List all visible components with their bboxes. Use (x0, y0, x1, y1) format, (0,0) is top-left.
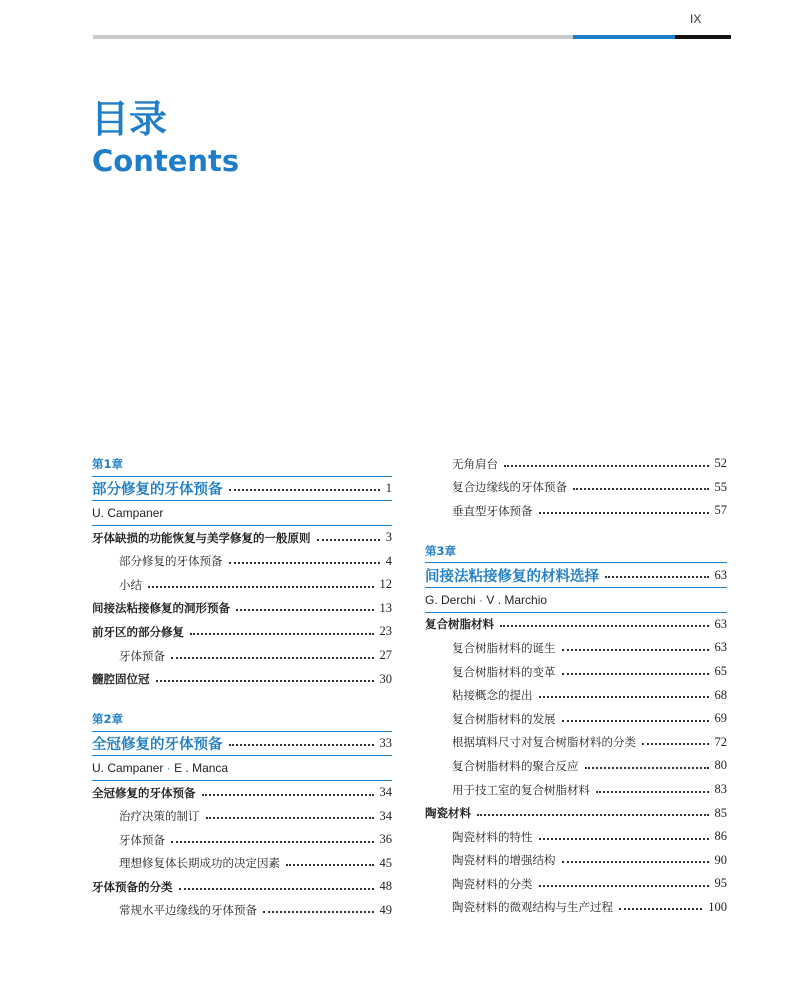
toc-entry-title: 陶瓷材料的微观结构与生产过程 (452, 900, 613, 915)
toc-entry-page: 90 (714, 852, 727, 867)
toc-entry[interactable] (425, 613, 727, 637)
dot-leader (642, 743, 709, 745)
dot-leader (171, 841, 374, 843)
toc-entry-page: 49 (379, 902, 392, 917)
chapter-3-title[interactable] (425, 562, 727, 588)
chapter-1-label: 第1章 (92, 456, 124, 471)
toc-entry-page: 36 (379, 832, 392, 847)
toc-entry[interactable] (425, 849, 727, 873)
toc-entry[interactable] (92, 828, 392, 852)
toc-entry[interactable] (92, 644, 392, 668)
dot-leader (190, 633, 374, 635)
chapter-2-title[interactable] (92, 731, 392, 757)
toc-entry[interactable] (425, 499, 727, 523)
toc-left-column (92, 452, 392, 922)
page-number: IX (690, 12, 702, 26)
toc-entry[interactable] (92, 573, 392, 597)
toc-entry-page: 48 (379, 879, 392, 894)
toc-entry-page: 68 (714, 687, 727, 702)
toc-entry[interactable] (425, 636, 727, 660)
dot-leader (263, 911, 374, 913)
toc-entry-page: 30 (379, 671, 392, 686)
toc-entry-title: 牙体预备 (119, 832, 165, 847)
dot-leader (539, 838, 709, 840)
dot-leader (236, 609, 374, 611)
toc-entry-title: 理想修复体长期成功的决定因素 (119, 856, 280, 871)
toc-entry-title: 髓腔固位冠 (92, 672, 150, 687)
toc-entry-page: 63 (714, 640, 727, 655)
toc-entry-page: 63 (714, 567, 727, 582)
toc-entry[interactable] (92, 667, 392, 691)
toc-entry-title: 复合树脂材料的发展 (452, 711, 556, 726)
page-title-english: Contents (92, 144, 240, 178)
toc-entry-page: 23 (379, 624, 392, 639)
toc-entry-page: 83 (714, 782, 727, 797)
toc-entry[interactable] (92, 781, 392, 805)
toc-entry-title: 间接法粘接修复的洞形预备 (92, 601, 230, 616)
toc-entry[interactable] (92, 804, 392, 828)
dot-leader (148, 586, 374, 588)
toc-entry-page: 72 (714, 734, 727, 749)
toc-entry[interactable] (425, 754, 727, 778)
dot-leader (286, 864, 374, 866)
toc-entry-title: 陶瓷材料的特性 (452, 829, 533, 844)
toc-entry-title: 全冠修复的牙体预备 (92, 735, 223, 753)
toc-entry-title: 复合树脂材料的诞生 (452, 640, 556, 655)
toc-entry[interactable] (425, 872, 727, 896)
chapter-3-label: 第3章 (425, 543, 457, 558)
dot-leader (539, 696, 709, 698)
toc-entry-title: 无角肩台 (452, 456, 498, 471)
toc-entry[interactable] (425, 707, 727, 731)
toc-entry[interactable] (425, 801, 727, 825)
toc-entry-title: 陶瓷材料 (425, 806, 471, 821)
toc-entry-title: 复合树脂材料的聚合反应 (452, 758, 579, 773)
toc-entry-title: 全冠修复的牙体预备 (92, 785, 196, 800)
chapter-2-authors: U. Campaner · E . Manca (92, 756, 392, 781)
toc-entry-page: 45 (379, 855, 392, 870)
toc-entry-title: 前牙区的部分修复 (92, 624, 184, 639)
toc-entry-title: 陶瓷材料的增强结构 (452, 853, 556, 868)
toc-entry-page: 65 (714, 664, 727, 679)
toc-entry-title: 小结 (119, 577, 142, 592)
toc-entry-page: 34 (379, 785, 392, 800)
toc-entry-page: 57 (714, 503, 727, 518)
toc-entry-page: 52 (714, 456, 727, 471)
toc-entry-title: 牙体预备的分类 (92, 879, 173, 894)
toc-entry[interactable] (425, 825, 727, 849)
toc-entry-title: 复合树脂材料的变革 (452, 664, 556, 679)
toc-entry[interactable] (92, 875, 392, 899)
dot-leader (317, 539, 380, 541)
toc-entry-page: 34 (379, 808, 392, 823)
dot-leader (539, 512, 709, 514)
toc-entry-page: 55 (714, 479, 727, 494)
dot-leader (202, 794, 374, 796)
toc-entry[interactable] (92, 526, 392, 550)
dot-leader (500, 625, 709, 627)
dot-leader (229, 744, 374, 746)
toc-entry-page: 12 (379, 577, 392, 592)
dot-leader (562, 720, 709, 722)
dot-leader (229, 489, 380, 491)
toc-entry-page: 100 (708, 899, 727, 914)
toc-entry-page: 69 (714, 711, 727, 726)
toc-entry-page: 13 (379, 600, 392, 615)
toc-entry[interactable] (92, 852, 392, 876)
chapter-2-label: 第2章 (92, 711, 124, 726)
page-title-chinese: 目录 (91, 97, 168, 141)
toc-entry-title: 垂直型牙体预备 (452, 503, 533, 518)
dot-leader (539, 885, 709, 887)
dot-leader (596, 791, 709, 793)
toc-entry-title: 粘接概念的提出 (452, 688, 533, 703)
spacer (425, 523, 727, 539)
toc-entry-title: 牙体缺损的功能恢复与美学修复的一般原则 (92, 530, 311, 545)
toc-entry[interactable] (425, 660, 727, 684)
dot-leader (206, 817, 374, 819)
toc-entry-page: 95 (714, 876, 727, 891)
toc-entry[interactable] (425, 896, 727, 920)
toc-entry-title: 陶瓷材料的分类 (452, 876, 533, 891)
toc-entry[interactable] (425, 778, 727, 802)
toc-entry-page: 27 (379, 648, 392, 663)
dot-leader (619, 908, 702, 910)
toc-entry-page: 86 (714, 829, 727, 844)
toc-entry[interactable] (425, 683, 727, 707)
header-rule-black (675, 35, 731, 39)
dot-leader (179, 888, 374, 890)
toc-entry-title: 根据填料尺寸对复合树脂材料的分类 (452, 735, 636, 750)
dot-leader (504, 465, 709, 467)
toc-entry-page: 85 (714, 805, 727, 820)
dot-leader (605, 576, 709, 578)
toc-entry-title: 复合树脂材料 (425, 617, 494, 632)
toc-entry-page: 1 (385, 480, 392, 495)
toc-entry[interactable] (92, 597, 392, 621)
toc-entry[interactable] (425, 452, 727, 476)
toc-entry-title: 常规水平边缘线的牙体预备 (119, 903, 257, 918)
dot-leader (156, 680, 374, 682)
chapter-1-authors: U. Campaner (92, 501, 392, 526)
toc-entry-page: 33 (379, 735, 392, 750)
toc-entry-title: 治疗决策的制订 (119, 809, 200, 824)
toc-entry[interactable] (92, 620, 392, 644)
toc-right-column (425, 452, 727, 919)
dot-leader (562, 649, 709, 651)
chapter-3-authors: G. Derchi · V . Marchio (425, 588, 727, 613)
header-rule-gray (93, 35, 573, 39)
dot-leader (573, 488, 709, 490)
toc-entry-page: 3 (385, 530, 392, 545)
toc-entry[interactable] (92, 899, 392, 923)
toc-entry-page: 80 (714, 758, 727, 773)
toc-entry-title: 用于技工室的复合树脂材料 (452, 782, 590, 797)
dot-leader (562, 673, 709, 675)
toc-entry[interactable] (425, 731, 727, 755)
toc-entry[interactable] (92, 549, 392, 573)
toc-entry-title: 牙体预备 (119, 648, 165, 663)
chapter-1-title[interactable] (92, 476, 392, 502)
dot-leader (477, 814, 709, 816)
toc-entry-page: 63 (714, 616, 727, 631)
dot-leader (562, 861, 709, 863)
toc-entry-title: 部分修复的牙体预备 (92, 480, 223, 498)
toc-entry-title: 部分修复的牙体预备 (119, 554, 223, 569)
dot-leader (229, 562, 380, 564)
toc-entry-page: 4 (385, 553, 392, 568)
dot-leader (585, 767, 709, 769)
header-rule-blue (573, 35, 675, 39)
toc-entry[interactable] (425, 476, 727, 500)
toc-entry-title: 间接法粘接修复的材料选择 (425, 567, 599, 585)
toc-entry-title: 复合边缘线的牙体预备 (452, 480, 567, 495)
dot-leader (171, 657, 374, 659)
spacer (92, 691, 392, 707)
